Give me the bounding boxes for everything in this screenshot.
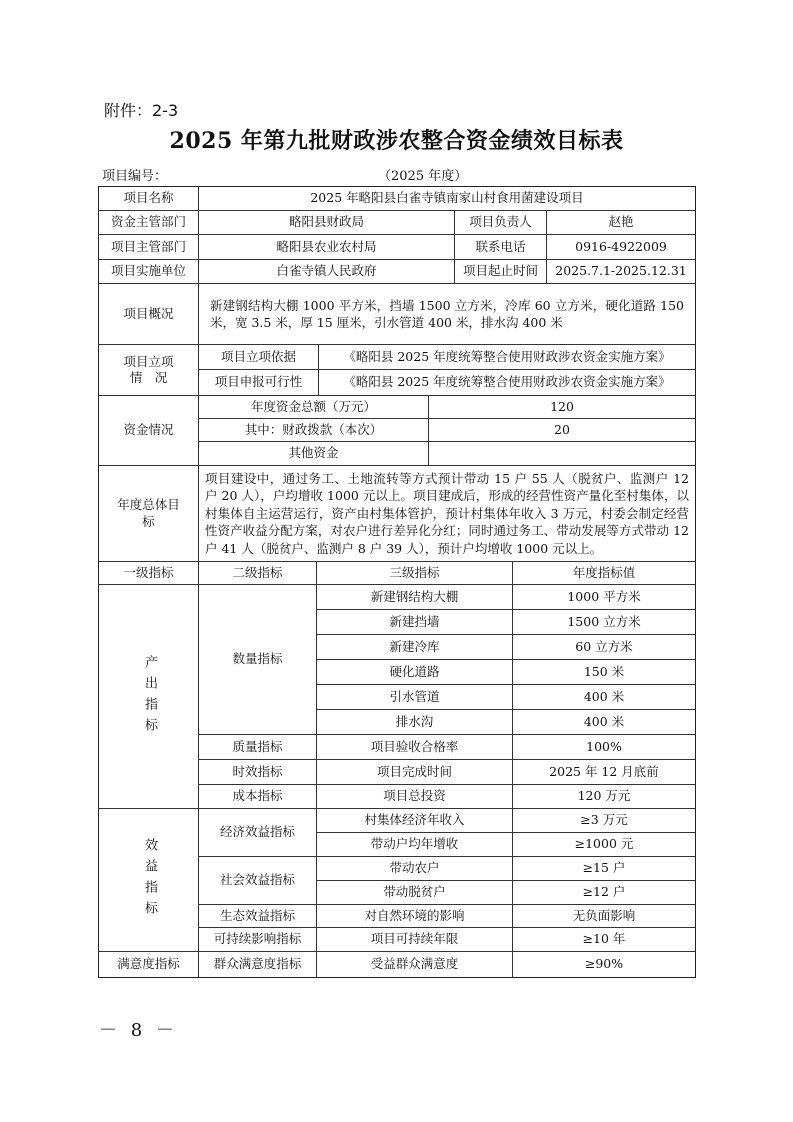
funds-fiscal-label: 其中：财政拨款（本次） bbox=[199, 419, 429, 442]
project-name-label: 项目名称 bbox=[99, 187, 199, 211]
social-benefit-label: 社会效益指标 bbox=[199, 857, 317, 905]
cost-indicator-label: 成本指标 bbox=[199, 785, 317, 809]
project-dept-label: 项目主管部门 bbox=[99, 235, 199, 260]
funds-total-label: 年度资金总额（万元） bbox=[199, 396, 429, 419]
timeliness-indicator-label: 时效指标 bbox=[199, 760, 317, 785]
performance-target-table bbox=[98, 186, 696, 978]
cost-item-value: 120 万元 bbox=[513, 785, 695, 809]
funds-total-value: 120 bbox=[429, 396, 695, 419]
quantity-item-value: 400 米 bbox=[513, 685, 695, 710]
quantity-item-value: 1000 平方米 bbox=[513, 585, 695, 610]
project-period-label: 项目起止时间 bbox=[455, 260, 547, 284]
satisfaction-label: 满意度指标 bbox=[99, 952, 199, 977]
quantity-item-value: 1500 立方米 bbox=[513, 610, 695, 635]
quantity-item-name: 新建钢结构大棚 bbox=[317, 585, 513, 610]
eco-item-name: 对自然环境的影响 bbox=[317, 905, 513, 928]
funds-other-value bbox=[429, 442, 695, 466]
contact-phone-label: 联系电话 bbox=[455, 235, 547, 260]
economic-item-name: 村集体经济年收入 bbox=[317, 809, 513, 833]
quantity-item-value: 60 立方米 bbox=[513, 635, 695, 660]
quantity-indicator-label: 数量指标 bbox=[199, 585, 317, 735]
project-code-label: 项目编号： bbox=[102, 169, 168, 184]
satisfaction-item-value: ≥90% bbox=[584, 956, 624, 972]
quantity-item-value: 400 米 bbox=[513, 710, 695, 735]
annual-goal-text: 项目建设中，通过务工、土地流转等方式预计带动 15 户 55 人（脱贫户、监测户 12 户 20 人），户均增收 1000 元以上。项目建成后，形成的经营性资产量化至村集体，以村集体自主运营运行，资产由村集体管护，预计村集体年收入 3 万元，村委会制定经营性资产收益分配方案，对农户进行差异化分红；同时通过务工、带动发展等方式带动 12 户 41 人（脱贫户、监测户 8 户 39 人），预计户均增收 1000 元以上。 bbox=[199, 466, 695, 562]
header-level3: 三级指标 bbox=[317, 562, 513, 585]
quantity-item-name: 排水沟 bbox=[317, 710, 513, 735]
funds-other-label: 其他资金 bbox=[199, 442, 429, 466]
quantity-item-name: 新建挡墙 bbox=[317, 610, 513, 635]
project-leader-label: 项目负责人 bbox=[455, 211, 547, 235]
quantity-item-name: 引水管道 bbox=[317, 685, 513, 710]
feasibility-value: 《略阳县 2025 年度统筹整合使用财政涉农资金实施方案》 bbox=[319, 370, 695, 396]
project-leader-value: 赵艳 bbox=[547, 211, 695, 235]
funds-label: 资金情况 bbox=[99, 396, 199, 466]
timeliness-item-value: 2025 年 12 月底前 bbox=[513, 760, 695, 785]
social-item-value: ≥15 户 bbox=[513, 857, 695, 881]
document-title: 2025 年第九批财政涉农整合资金绩效目标表 bbox=[169, 128, 624, 154]
sustain-item-value: ≥10 年 bbox=[513, 928, 695, 952]
quantity-item-name: 新建冷库 bbox=[317, 635, 513, 660]
quality-item-name: 项目验收合格率 bbox=[317, 735, 513, 760]
funds-fiscal-value: 20 bbox=[429, 419, 695, 442]
eco-benefit-label: 生态效益指标 bbox=[199, 905, 317, 928]
project-dept-value: 略阳县农业农村局 bbox=[199, 235, 455, 260]
approval-basis-label: 项目立项依据 bbox=[199, 345, 319, 370]
economic-item-value: ≥1000 元 bbox=[513, 833, 695, 857]
cost-item-name: 项目总投资 bbox=[317, 785, 513, 809]
economic-item-value: ≥3 万元 bbox=[513, 809, 695, 833]
project-period-value: 2025.7.1-2025.12.31 bbox=[547, 260, 695, 284]
fund-dept-value: 略阳县财政局 bbox=[199, 211, 455, 235]
social-item-name: 带动农户 bbox=[317, 857, 513, 881]
project-name-value: 2025 年略阳县白雀寺镇南家山村食用菌建设项目 bbox=[199, 187, 695, 211]
contact-phone-value: 0916-4922009 bbox=[547, 235, 695, 260]
header-level2: 二级指标 bbox=[199, 562, 317, 585]
annual-goal-label: 年度总体目 标 bbox=[99, 466, 199, 562]
approval-basis-value: 《略阳县 2025 年度统筹整合使用财政涉农资金实施方案》 bbox=[319, 345, 695, 370]
benefit-indicator-label: 效益指标 bbox=[99, 809, 199, 952]
feasibility-label: 项目申报可行性 bbox=[199, 370, 319, 396]
fund-dept-label: 资金主管部门 bbox=[99, 211, 199, 235]
quantity-item-value: 150 米 bbox=[513, 660, 695, 685]
sustain-item-name: 项目可持续年限 bbox=[317, 928, 513, 952]
annex-label: 附件：2-3 bbox=[104, 101, 179, 120]
page-number: － 8 － bbox=[99, 1020, 178, 1041]
impl-unit-value: 白雀寺镇人民政府 bbox=[199, 260, 455, 284]
overview-label: 项目概况 bbox=[99, 284, 199, 345]
overview-value: 新建钢结构大棚 1000 平方米，挡墙 1500 立方米，冷库 60 立方米，硬化道路 150 米，宽 3.5 米，厚 15 厘米，引水管道 400 米，排水沟 400 米 bbox=[199, 284, 695, 345]
social-item-name: 带动脱贫户 bbox=[317, 881, 513, 905]
timeliness-item-name: 项目完成时间 bbox=[317, 760, 513, 785]
quantity-item-name: 硬化道路 bbox=[317, 660, 513, 685]
eco-item-value: 无负面影响 bbox=[513, 905, 695, 928]
quality-item-value: 100% bbox=[513, 735, 695, 760]
header-target-value: 年度指标值 bbox=[513, 562, 695, 585]
social-item-value: ≥12 户 bbox=[513, 881, 695, 905]
quality-indicator-label: 质量指标 bbox=[199, 735, 317, 760]
sustain-benefit-label: 可持续影响指标 bbox=[199, 928, 317, 952]
approval-label: 项目立项情 况 bbox=[99, 345, 199, 396]
satisfaction-item-name: 受益群众满意度 bbox=[317, 952, 513, 977]
economic-benefit-label: 经济效益指标 bbox=[199, 809, 317, 857]
economic-item-name: 带动户均年增收 bbox=[317, 833, 513, 857]
fiscal-year-label: （2025 年度） bbox=[378, 169, 468, 184]
satisfaction-sub-label: 群众满意度指标 bbox=[199, 952, 317, 977]
output-indicator-label: 产出指标 bbox=[99, 585, 199, 809]
header-level1: 一级指标 bbox=[99, 562, 199, 585]
impl-unit-label: 项目实施单位 bbox=[99, 260, 199, 284]
